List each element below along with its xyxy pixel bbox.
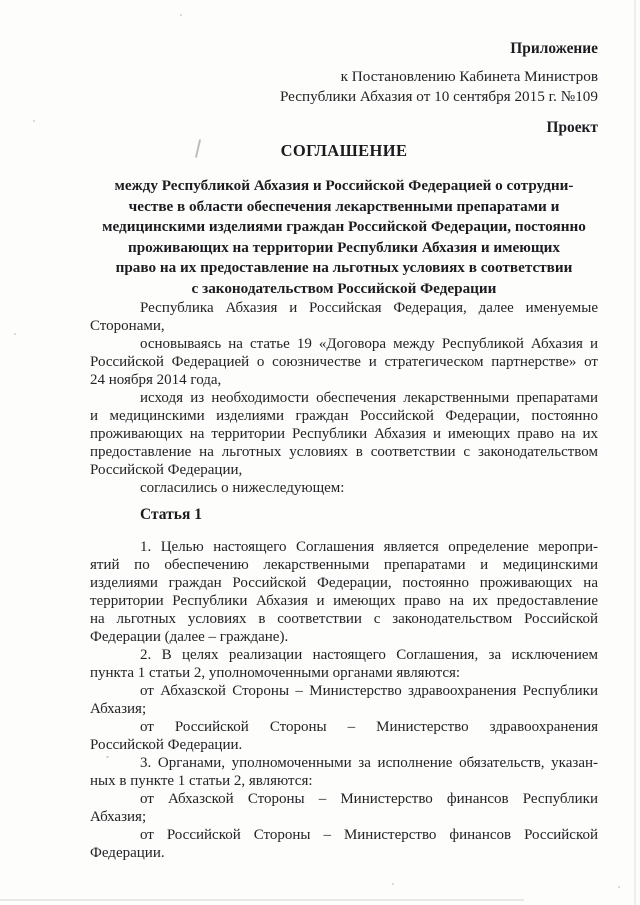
paragraph bbox=[90, 718, 598, 754]
paragraph-line: 2. В целях реализации настоящего Соглашения, за исключением bbox=[140, 647, 598, 663]
paragraph-line: Федерации (далее – граждане). bbox=[90, 629, 289, 645]
paragraph-line: изделиями граждан Российской Федерации, постоянно проживающих на bbox=[90, 575, 598, 591]
subtitle-line: проживающих на территории Республики Абхазия и имеющих bbox=[127, 238, 561, 256]
annex-label: Приложение bbox=[510, 40, 598, 57]
scan-speck bbox=[180, 14, 182, 16]
scan-speck bbox=[106, 756, 109, 758]
annex-line: Республики Абхазия от 10 сентября 2015 г. №109 bbox=[279, 87, 598, 105]
paragraph-line: на льготных условиях в соответствии с законодательством Российской bbox=[90, 611, 598, 627]
paragraph-line: Федерации. bbox=[90, 845, 165, 861]
document-title: СОГЛАШЕНИЕ bbox=[280, 141, 408, 160]
paragraph-line: Российской Федерации. bbox=[90, 737, 243, 753]
scan-edge-bottom bbox=[0, 899, 524, 901]
article-heading: Статья 1 bbox=[140, 506, 202, 523]
paragraph-line: от Российской Стороны – Министерство здравоохранения bbox=[140, 719, 598, 735]
paragraph-line: Сторонами, bbox=[90, 318, 165, 334]
paragraph-line: проживающих на территории Республики Абхазия и имеющих право на их bbox=[90, 426, 598, 442]
paragraph-line: исходя из необходимости обеспечения лекарственными препаратами bbox=[140, 390, 598, 406]
document-content bbox=[90, 0, 598, 862]
paragraph-line: 24 ноября 2014 года, bbox=[90, 372, 222, 388]
paragraph bbox=[90, 754, 598, 790]
scan-speck bbox=[618, 886, 620, 888]
paragraph-line: 1. Целью настоящего Соглашения является определение меропри- bbox=[140, 539, 598, 555]
subtitle-line: медицинскими изделиями граждан Российской Федерации, постоянно bbox=[102, 218, 586, 235]
paragraph-line: предоставление на льготных условиях в соответствии с законодательством bbox=[90, 444, 598, 460]
paragraph-line: от Российской Стороны – Министерство финансов Российской bbox=[140, 827, 598, 843]
paragraph-line: согласились о нижеследующем: bbox=[140, 480, 345, 496]
paragraph-line: Республика Абхазия и Российская Федерация, далее именуемые bbox=[140, 300, 598, 316]
scan-speck bbox=[33, 120, 35, 122]
paragraph-line: Российской Федерации, bbox=[90, 462, 243, 478]
paragraph bbox=[90, 826, 598, 862]
paragraph bbox=[90, 646, 598, 682]
annex-line: к Постановлению Кабинета Министров bbox=[340, 68, 598, 85]
paragraph-line: 3. Органами, уполномоченными за исполнение обязательств, указан- bbox=[140, 755, 598, 771]
draft-label: Проект bbox=[546, 119, 598, 136]
paragraph bbox=[90, 299, 598, 335]
paragraph-line: Российской Федерацией о союзничестве и стратегическом партнерстве» от bbox=[90, 354, 598, 370]
paragraph bbox=[90, 790, 598, 826]
paragraph-line: пункта 1 статьи 2, уполномоченными органами являются: bbox=[90, 665, 461, 681]
paragraph-line: территории Республики Абхазия и имеющих право на их предоставление bbox=[90, 593, 598, 609]
paragraph-line: Абхазия; bbox=[90, 809, 147, 825]
paragraph-line: от Абхазской Стороны – Министерство финансов Республики bbox=[140, 791, 598, 807]
subtitle-line: честве в области обеспечения лекарственными препаратами и bbox=[128, 197, 560, 215]
scan-speck bbox=[14, 333, 16, 335]
annex-reference bbox=[90, 67, 598, 106]
paragraph-line: от Абхазской Стороны – Министерство здравоохранения Республики bbox=[140, 683, 598, 699]
paragraph-line: ных в пункте 1 статьи 2, являются: bbox=[90, 773, 313, 789]
paragraph bbox=[90, 389, 598, 479]
paragraph bbox=[90, 538, 598, 646]
paragraph bbox=[90, 479, 598, 497]
scan-speck bbox=[392, 883, 394, 885]
paragraph bbox=[90, 335, 598, 389]
document-body bbox=[90, 299, 598, 862]
paragraph-line: основываясь на статье 19 «Договора между Республикой Абхазия и bbox=[140, 336, 598, 352]
subtitle-line: право на их предоставление на льготных условиях в соответствии bbox=[115, 259, 573, 276]
paragraph bbox=[90, 682, 598, 718]
paragraph-line: и медицинскими изделиями граждан Российской Федерации, постоянно bbox=[90, 408, 598, 424]
paragraph-line: Абхазия; bbox=[90, 701, 147, 717]
paragraph-line: ятий по обеспечению лекарственными препаратами и медицинскими bbox=[90, 557, 598, 573]
scan-edge-right bbox=[634, 0, 636, 905]
subtitle-line: с законодательством Российской Федерации bbox=[191, 279, 497, 297]
document-subtitle bbox=[90, 176, 598, 299]
subtitle-line: между Республикой Абхазия и Российской Федерацией о сотрудни- bbox=[114, 177, 574, 194]
